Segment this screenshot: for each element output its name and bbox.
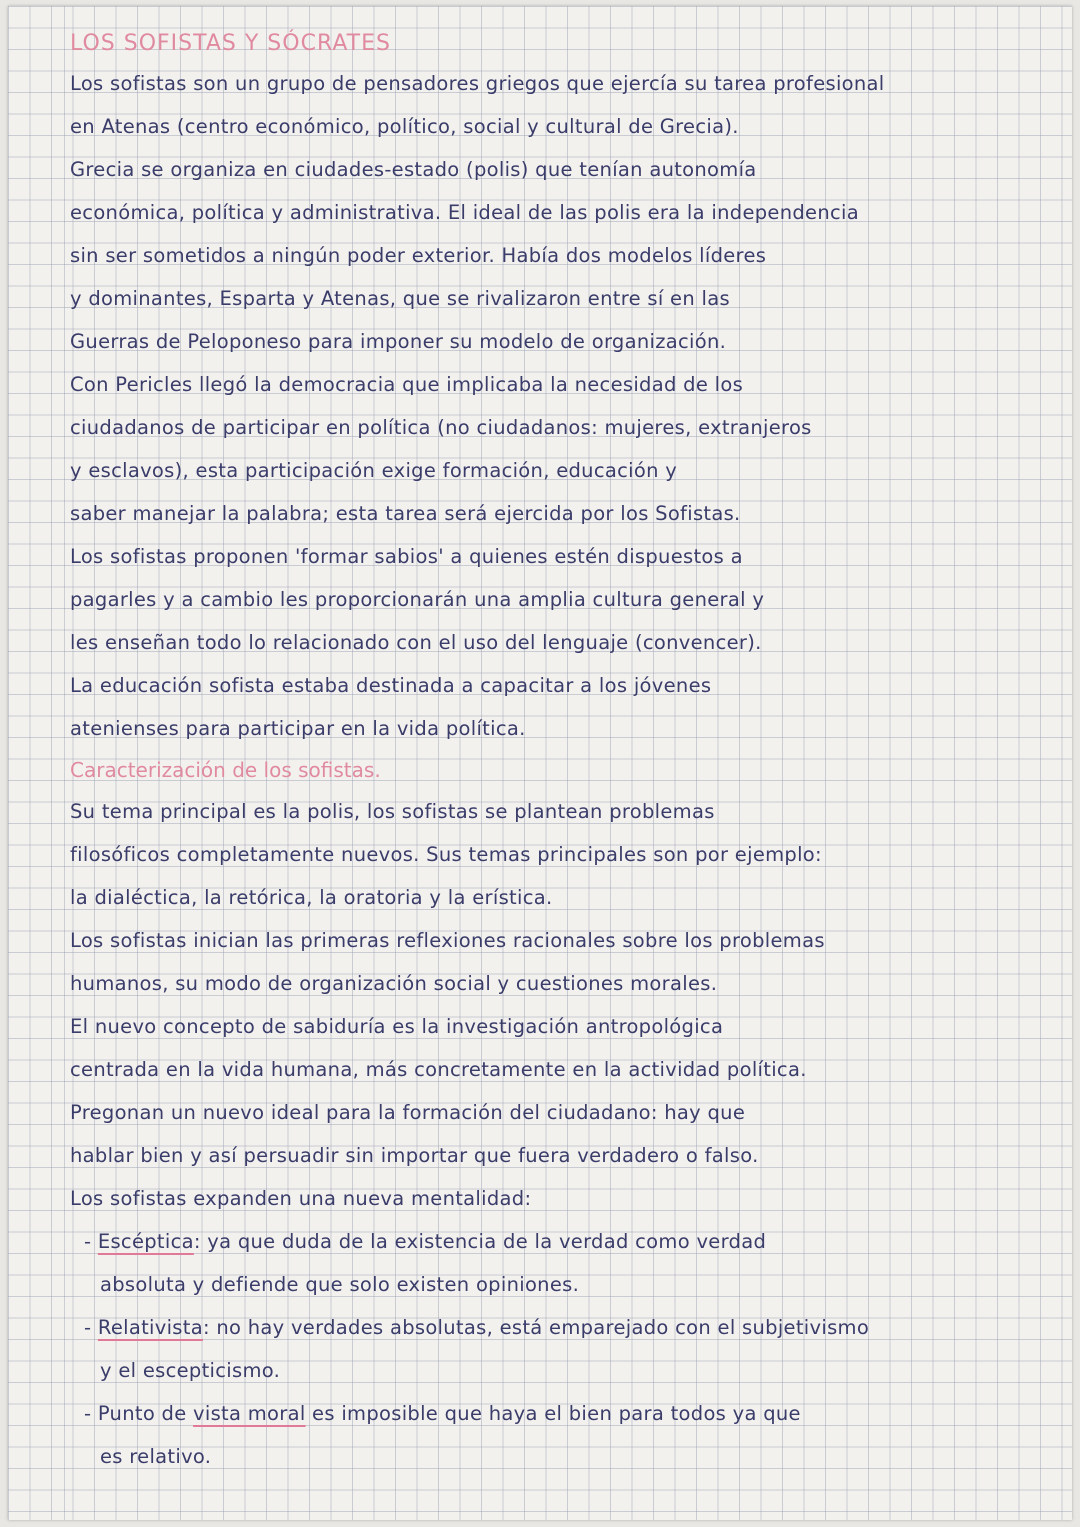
intro-paragraph: [70, 62, 1060, 750]
bullet-term-prefix: Punto de: [97, 1402, 194, 1425]
text-line: filosóficos completamente nuevos. Sus temas principales son por ejemplo:: [70, 843, 822, 866]
text-line: y dominantes, Esparta y Atenas, que se rivalizaron entre sí en las: [70, 287, 730, 310]
list-item-relativista: [70, 1306, 1060, 1392]
bullet-text: : no hay verdades absolutas, está emparejado con el subjetivismo: [202, 1316, 870, 1339]
bullet-term: Escéptica: [97, 1230, 194, 1253]
notes-content: [70, 26, 1060, 1478]
text-line: en Atenas (centro económico, político, social y cultural de Grecia).: [70, 115, 739, 138]
text-line: El nuevo concepto de sabiduría es la investigación antropológica: [70, 1015, 724, 1038]
text-line: hablar bien y así persuadir sin importar que fuera verdadero o falso.: [70, 1144, 759, 1167]
bullet-continuation: es relativo.: [100, 1445, 212, 1468]
text-line: económica, política y administrativa. El ideal de las polis era la independencia: [70, 201, 860, 224]
bullet-line: [70, 1220, 1060, 1263]
list-item-esceptica: [70, 1220, 1060, 1306]
section-subtitle: Caracterización de los sofistas.: [70, 758, 381, 782]
bullet-continuation: y el escepticismo.: [100, 1359, 281, 1382]
text-line: y esclavos), esta participación exige formación, educación y: [70, 459, 678, 482]
text-line: Su tema principal es la polis, los sofistas se plantean problemas: [70, 800, 715, 823]
bullet-term: Relativista: [97, 1316, 203, 1339]
text-line: atenienses para participar en la vida política.: [70, 717, 526, 740]
notebook-page: [8, 6, 1072, 1520]
text-line: Guerras de Peloponeso para imponer su modelo de organización.: [70, 330, 727, 353]
page-title: LOS SOFISTAS Y SÓCRATES: [70, 31, 391, 56]
mentality-list: [70, 1220, 1060, 1478]
text-line: Pregonan un nuevo ideal para la formación del ciudadano: hay que: [70, 1101, 746, 1124]
text-line: pagarles y a cambio les proporcionarán una amplia cultura general y: [70, 588, 765, 611]
text-line: Los sofistas proponen 'formar sabios' a quienes estén dispuestos a: [70, 545, 743, 568]
text-line: la dialéctica, la retórica, la oratoria y la erística.: [70, 886, 553, 909]
bullet-dash: -: [84, 1316, 92, 1339]
characterization-paragraph: [70, 790, 1060, 1220]
bullet-continuation: absoluta y defiende que solo existen opiniones.: [100, 1273, 580, 1296]
text-line: Los sofistas expanden una nueva mentalidad:: [70, 1187, 532, 1210]
text-line: Con Pericles llegó la democracia que implicaba la necesidad de los: [70, 373, 744, 396]
bullet-text: es imposible que haya el bien para todos ya que: [305, 1402, 801, 1425]
text-line: les enseñan todo lo relacionado con el uso del lenguaje (convencer).: [70, 631, 762, 654]
page-margin-line: [64, 6, 65, 1520]
bullet-line: [70, 1306, 1060, 1349]
text-line: ciudadanos de participar en política (no ciudadanos: mujeres, extranjeros: [70, 416, 812, 439]
bullet-term: vista moral: [193, 1402, 306, 1425]
text-line: Los sofistas son un grupo de pensadores griegos que ejercía su tarea profesional: [70, 72, 885, 95]
text-line: Los sofistas inician las primeras reflexiones racionales sobre los problemas: [70, 929, 825, 952]
text-line: centrada en la vida humana, más concretamente en la actividad política.: [70, 1058, 807, 1081]
text-line: Grecia se organiza en ciudades-estado (polis) que tenían autonomía: [70, 158, 757, 181]
text-line: sin ser sometidos a ningún poder exterior. Había dos modelos líderes: [70, 244, 767, 267]
list-item-punto-de-vista-moral: [70, 1392, 1060, 1478]
bullet-dash: -: [84, 1230, 92, 1253]
text-line: humanos, su modo de organización social y cuestiones morales.: [70, 972, 718, 995]
text-line: saber manejar la palabra; esta tarea será ejercida por los Sofistas.: [70, 502, 741, 525]
bullet-text: : ya que duda de la existencia de la verdad como verdad: [193, 1230, 767, 1253]
bullet-line: [70, 1392, 1060, 1435]
bullet-dash: -: [84, 1402, 92, 1425]
text-line: La educación sofista estaba destinada a capacitar a los jóvenes: [70, 674, 712, 697]
